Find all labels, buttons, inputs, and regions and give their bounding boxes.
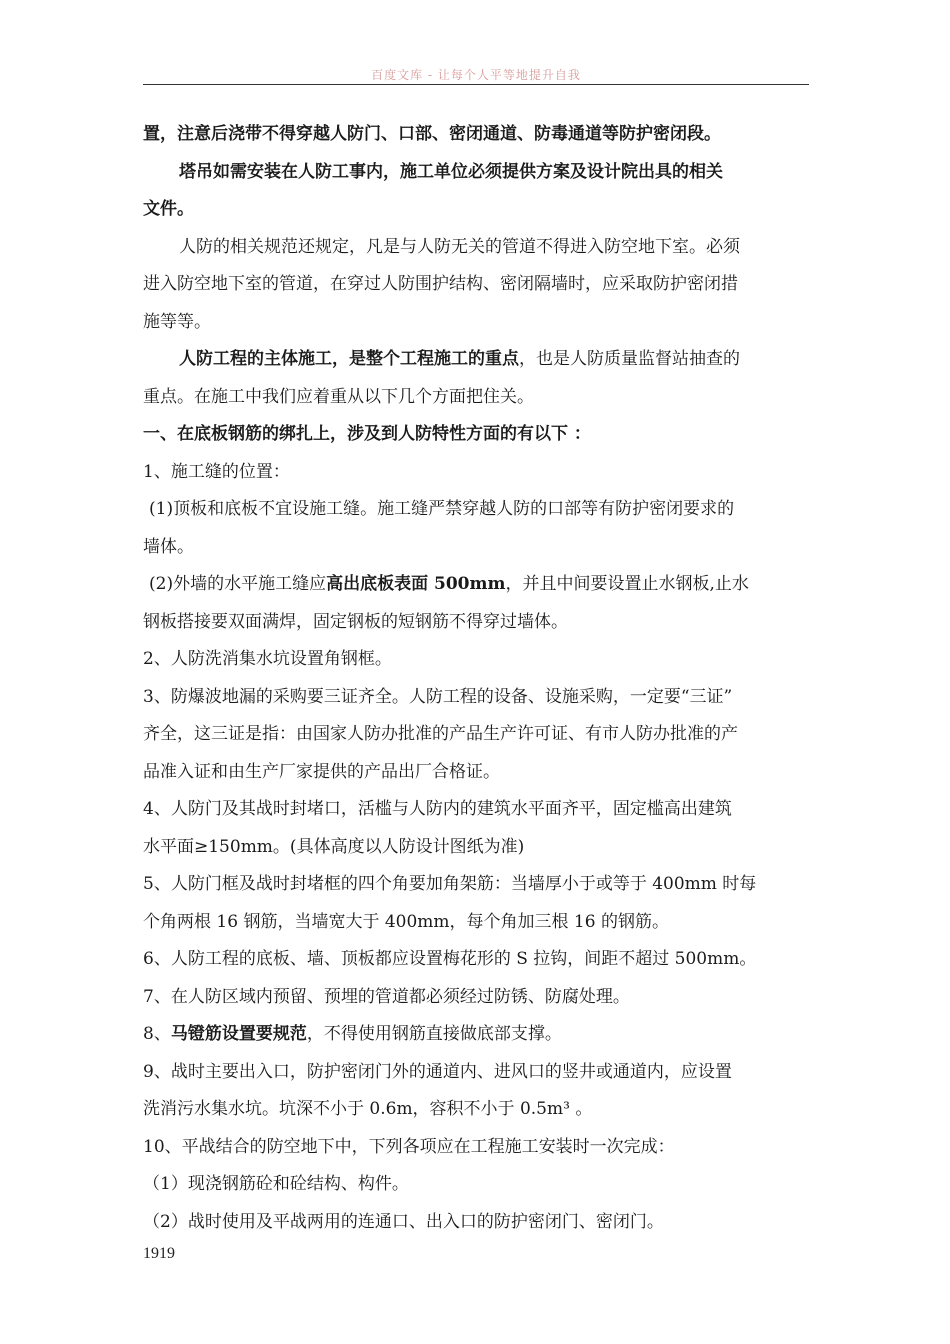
text-run: 齐全，这三证是指：由国家人防办批准的产品生产许可证、有市人防办批准的产 [143, 724, 738, 744]
bold-text: 置，注意后浇带不得穿越人防门、口部、密闭通道、防毒通道等防护密闭段。 [143, 124, 721, 144]
text-run: 重点。在施工中我们应着重从以下几个方面把住关。 [143, 386, 534, 407]
text-run: （1）现浇钢筋砼和砼结构、构件。 [143, 1174, 409, 1194]
text-line [143, 1204, 809, 1242]
text-line [143, 566, 809, 604]
text-line [143, 641, 809, 679]
text-run: 品准入证和由生产厂家提供的产品出厂合格证。 [143, 761, 500, 782]
text-run: 个角两根 16 钢筋，当墙宽大于 400mm，每个角加三根 16 的钢筋。 [143, 911, 669, 932]
text-line [143, 1091, 809, 1129]
text-line [143, 979, 809, 1017]
text-run: 施等等。 [143, 311, 211, 332]
text-run: 1、施工缝的位置： [143, 461, 290, 482]
text-run: 10、平战结合的防空地下中，下列各项应在工程施工安装时一次完成： [143, 1136, 675, 1157]
text-run: 6、人防工程的底板、墙、顶板都应设置梅花形的 S 拉钩，间距不超过 500mm。 [143, 949, 757, 969]
text-line [143, 341, 809, 379]
text-line [143, 941, 809, 979]
text-line [143, 379, 809, 417]
text-line [143, 191, 809, 229]
text-line [143, 304, 809, 342]
header-rule [143, 84, 809, 85]
page-header: 百度文库 - 让每个人平等地提升自我 [371, 68, 581, 82]
text-run: (2)外墙的水平施工缝应 [149, 574, 327, 594]
bold-text: 马镫筋设置要规范 [170, 1024, 307, 1044]
text-line [143, 1054, 809, 1092]
text-line [143, 529, 809, 567]
text-line [143, 1166, 809, 1204]
text-run: ，也是人防质量监督站抽查的 [519, 349, 740, 369]
text-line [143, 229, 809, 267]
text-run: 2、人防洗消集水坑设置角钢框。 [143, 649, 392, 669]
text-line [143, 454, 809, 492]
text-line [143, 416, 809, 454]
text-line [143, 154, 809, 192]
bold-text: 文件。 [143, 199, 194, 219]
text-line [143, 866, 809, 904]
text-run: 水平面≥150mm。(具体高度以人防设计图纸为准) [143, 836, 525, 857]
text-line [143, 791, 809, 829]
text-run: 4、人防门及其战时封堵口，活槛与人防内的建筑水平面齐平，固定槛高出建筑 [143, 799, 732, 819]
text-run: 洗消污水集水坑。坑深不小于 0.6m，容积不小于 0.5m³ 。 [143, 1099, 593, 1119]
text-line [143, 1129, 809, 1167]
text-line [143, 679, 809, 717]
text-run: ，不得使用钢筋直接做底部支撑。 [306, 1024, 562, 1044]
text-line [143, 829, 809, 867]
bold-text: 塔吊如需安装在人防工事内，施工单位必须提供方案及设计院出具的相关 [179, 161, 723, 182]
bold-text: 高出底板表面 500mm [326, 574, 506, 594]
text-line [143, 116, 809, 154]
text-run: 9、战时主要出入口，防护密闭门外的通道内、进风口的竖井或通道内，应设置 [143, 1061, 732, 1082]
text-run: 5、人防门框及战时封堵框的四个角要加角架筋：当墙厚小于或等于 400mm 时每 [143, 874, 757, 894]
text-line [143, 904, 809, 942]
text-run: ，并且中间要设置止水钢板,止水 [505, 574, 749, 594]
bold-text: 一、在底板钢筋的绑扎上，涉及到人防特性方面的有以下 ： [143, 424, 591, 444]
text-run: （2）战时使用及平战两用的连通口、出入口的防护密闭门、密闭门。 [143, 1211, 664, 1232]
page-number: 1919 [143, 1245, 175, 1262]
text-line [143, 716, 809, 754]
text-line [143, 266, 809, 304]
text-line [143, 491, 809, 529]
text-run: 8、 [143, 1024, 171, 1044]
text-run: 3、防爆波地漏的采购要三证齐全。人防工程的设备、设施采购，一定要“三证” [143, 686, 733, 707]
document-body [143, 116, 809, 1241]
text-run: 钢板搭接要双面满焊，固定钢板的短钢筋不得穿过墙体。 [143, 611, 568, 632]
text-run: 墙体。 [143, 536, 194, 557]
text-run: 7、在人防区域内预留、预埋的管道都必须经过防锈、防腐处理。 [143, 986, 630, 1007]
text-line [143, 754, 809, 792]
text-line [143, 604, 809, 642]
text-run: (1)顶板和底板不宜设施工缝。施工缝严禁穿越人防的口部等有防护密闭要求的 [149, 499, 735, 519]
bold-text: 人防工程的主体施工，是整个工程施工的重点 [179, 349, 519, 369]
text-run: 进入防空地下室的管道，在穿过人防围护结构、密闭隔墙时，应采取防护密闭措 [143, 274, 738, 294]
text-line [143, 1016, 809, 1054]
text-run: 人防的相关规范还规定，凡是与人防无关的管道不得进入防空地下室。必须 [179, 236, 740, 257]
